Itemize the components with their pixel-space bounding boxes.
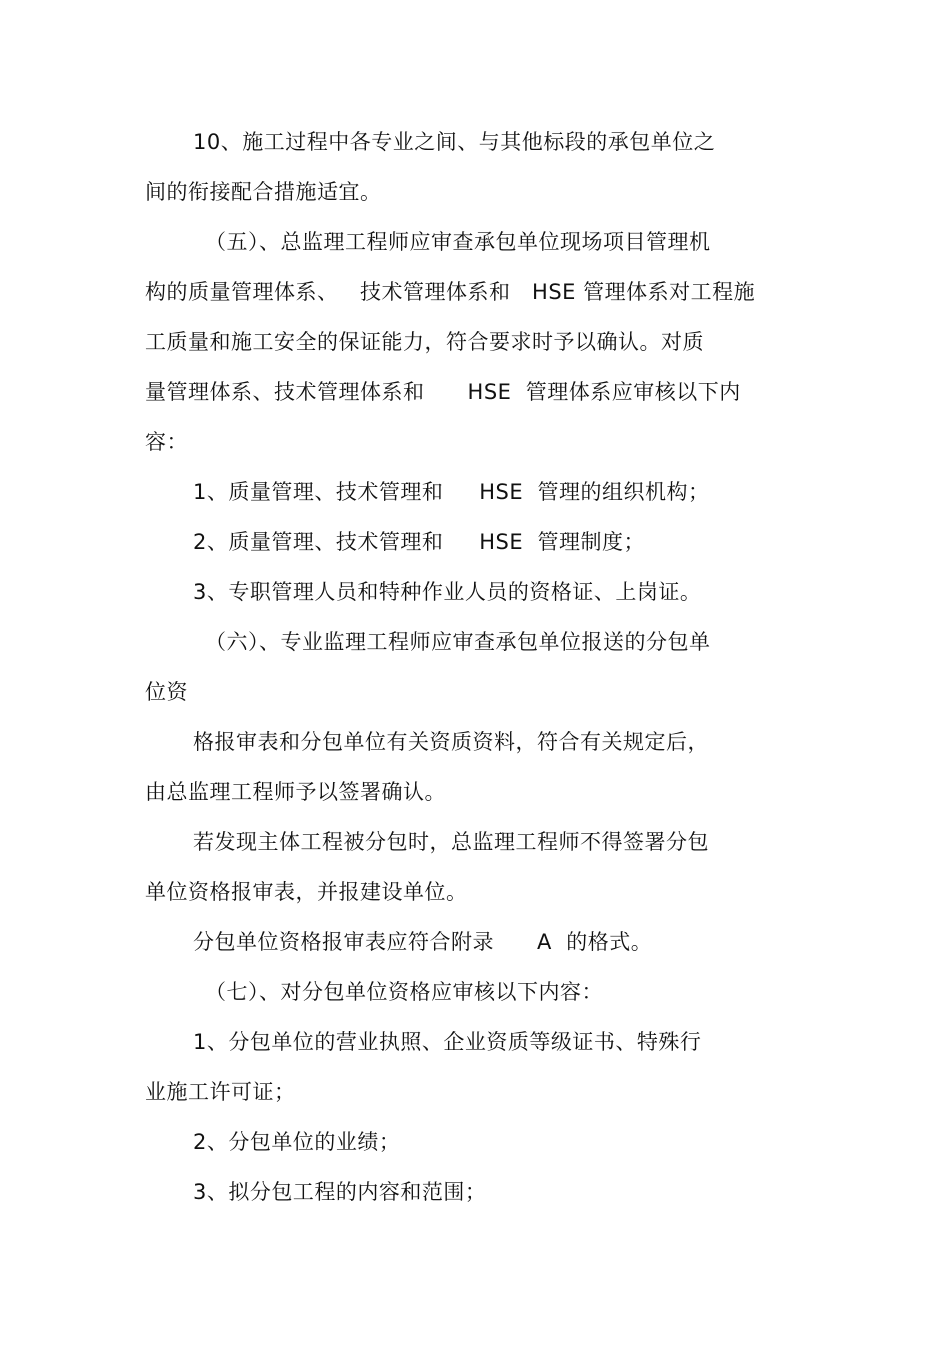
text-line: 3、专职管理人员和特种作业人员的资格证、上岗证。 [193, 580, 702, 604]
text-line: （六）、专业监理工程师应审查承包单位报送的分包单 [205, 630, 711, 654]
text-line: 构的质量管理体系、 技术管理体系和 HSE 管理体系对工程施 [145, 280, 756, 304]
text-line: 量管理体系、技术管理体系和 HSE 管理体系应审核以下内 [145, 380, 741, 404]
text-line: 1、质量管理、技术管理和 HSE 管理的组织机构； [193, 480, 710, 504]
text-line: 3、拟分包工程的内容和范围； [193, 1180, 487, 1204]
text-line: 位资 [145, 680, 188, 704]
text-line: 容： [145, 430, 188, 454]
text-line: 2、质量管理、技术管理和 HSE 管理制度； [193, 530, 645, 554]
text-line: 单位资格报审表，并报建设单位。 [145, 880, 468, 904]
text-line: （七）、对分包单位资格应审核以下内容： [205, 980, 603, 1004]
text-line: 由总监理工程师予以签署确认。 [145, 780, 446, 804]
text-line: 若发现主体工程被分包时，总监理工程师不得签署分包 [193, 830, 709, 854]
text-line: 10、施工过程中各专业之间、与其他标段的承包单位之 [193, 130, 716, 154]
text-line: 格报审表和分包单位有关资质资料，符合有关规定后， [193, 730, 709, 754]
text-line: 工质量和施工安全的保证能力，符合要求时予以确认。对质 [145, 330, 704, 354]
text-line: 1、分包单位的营业执照、企业资质等级证书、特殊行 [193, 1030, 702, 1054]
text-line: 2、分包单位的业绩； [193, 1130, 401, 1154]
text-line: 间的衔接配合措施适宜。 [145, 180, 382, 204]
text-line: （五）、总监理工程师应审查承包单位现场项目管理机 [205, 230, 711, 254]
text-line: 业施工许可证； [145, 1080, 296, 1104]
text-line: 分包单位资格报审表应符合附录 A 的格式。 [193, 930, 653, 954]
